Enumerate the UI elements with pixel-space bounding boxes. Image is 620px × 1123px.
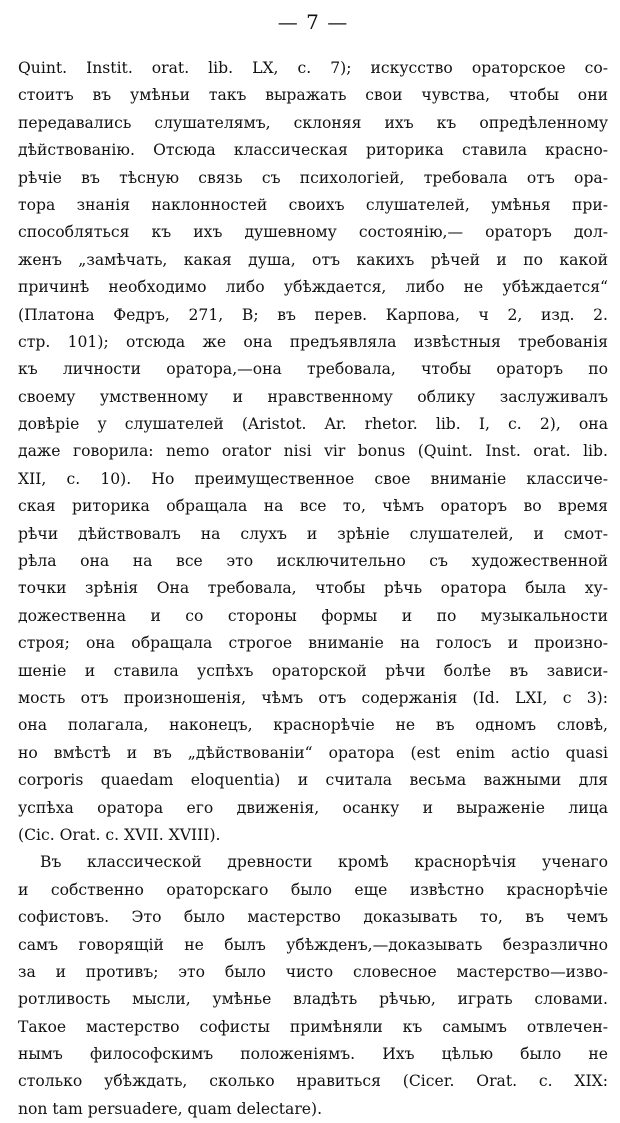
text-line: ротливость мысли, умѣнье владѣть рѣчью, играть словами.	[18, 990, 608, 1009]
text-line: своему умственному и нравственному облику заслуживалъ	[18, 387, 608, 406]
text-line: самъ говорящій не былъ убѣжденъ,—доказывать безразлично	[18, 935, 608, 954]
book-page	[18, 0, 608, 1118]
text-line: точки зрѣнія Она требовала, чтобы рѣчь оратора была ху-	[18, 579, 608, 598]
text-line: non tam persuadere, quam delectare).	[18, 1099, 323, 1118]
text-line: тора знанія наклонностей своихъ слушателей, умѣнья при-	[18, 195, 608, 214]
text-line: (Cic. Orat. c. XVII. XVIII).	[18, 825, 221, 844]
text-line: способляться къ ихъ душевному состоянію,— ораторъ дол-	[18, 223, 608, 242]
text-line: за и противъ; это было чисто словесное мастерство—изво-	[18, 962, 608, 981]
text-line: стр. 101); отсюда же она предъявляла извѣстныя требованія	[18, 332, 608, 351]
text-line: рѣчіе въ тѣсную связь съ психологіей, требовала отъ ора-	[18, 168, 608, 187]
text-line: дѣйствованію. Отсюда классическая риторика ставила красно-	[18, 141, 608, 160]
page-body	[18, 55, 608, 1123]
text-line: женъ „замѣчать, какая душа, отъ какихъ рѣчей и по какой	[18, 250, 608, 269]
text-line: причинѣ необходимо либо убѣждается, либо не убѣждается“	[18, 278, 608, 297]
text-line: столько убѣждать, сколько нравиться (Cicer. Orat. c. XIX:	[18, 1072, 608, 1091]
paragraph-1	[18, 55, 608, 849]
text-line: ская риторика обращала на все то, чѣмъ ораторъ во время	[18, 497, 608, 516]
text-line: передавались слушателямъ, склоняя ихъ къ опредѣленному	[18, 113, 608, 132]
text-line: Въ классической древности кромѣ краснорѣчія ученаго	[40, 853, 608, 872]
text-line: и собственно ораторскаго было еще извѣстно краснорѣчіе	[18, 880, 608, 899]
text-line: строя; она обращала строгое вниманіе на голосъ и произно-	[18, 634, 608, 653]
text-line: нымъ философскимъ положеніямъ. Ихъ цѣлью было не	[18, 1045, 608, 1064]
text-line: дожественна и со стороны формы и по музыкальности	[18, 606, 608, 625]
text-line: софистовъ. Это было мастерство доказывать то, въ чемъ	[18, 908, 608, 927]
paragraph-2	[18, 849, 608, 1123]
text-line: XII, c. 10). Но преимущественное свое вниманіе классиче-	[18, 469, 608, 488]
text-line: успѣха оратора его движенія, осанку и выраженіе лица	[18, 798, 608, 817]
text-line: Quint. Instit. orat. lib. LX, c. 7); искусство ораторское со-	[18, 59, 608, 77]
text-line: къ личности оратора,—она требовала, чтобы ораторъ по	[18, 360, 608, 379]
text-line: (Платона Федръ, 271, В; въ перев. Карпова, ч 2, изд. 2.	[18, 305, 608, 324]
text-line: рѣла она на все это исключительно съ художественной	[18, 552, 608, 571]
text-line: но вмѣстѣ и въ „дѣйствованіи“ оратора (est enim actio quasi	[18, 743, 608, 762]
text-line: corporis quaedam eloquentia) и считала весьма важными для	[18, 771, 608, 790]
text-line: Такое мастерство софисты примѣняли къ самымъ отвлечен-	[18, 1017, 608, 1036]
text-line: мость отъ произношенія, чѣмъ отъ содержанія (Id. LXI, c 3):	[18, 688, 608, 707]
text-line: стоитъ въ умѣньи такъ выражать свои чувства, чтобы они	[18, 86, 608, 105]
text-line: даже говорила: nemo orator nisi vir bonus (Quint. Inst. orat. lib.	[18, 442, 608, 461]
text-line: она полагала, наконецъ, краснорѣчіе не въ одномъ словѣ,	[18, 716, 608, 735]
text-line: довѣріе у слушателей (Aristot. Ar. rhetor. lib. I, c. 2), она	[18, 415, 608, 434]
text-line: рѣчи дѣйствовалъ на слухъ и зрѣніе слушателей, и смот-	[18, 524, 608, 543]
text-line: шеніе и ставила успѣхъ ораторской рѣчи болѣе въ зависи-	[18, 661, 608, 680]
page-number-header: — 7 —	[277, 10, 349, 34]
